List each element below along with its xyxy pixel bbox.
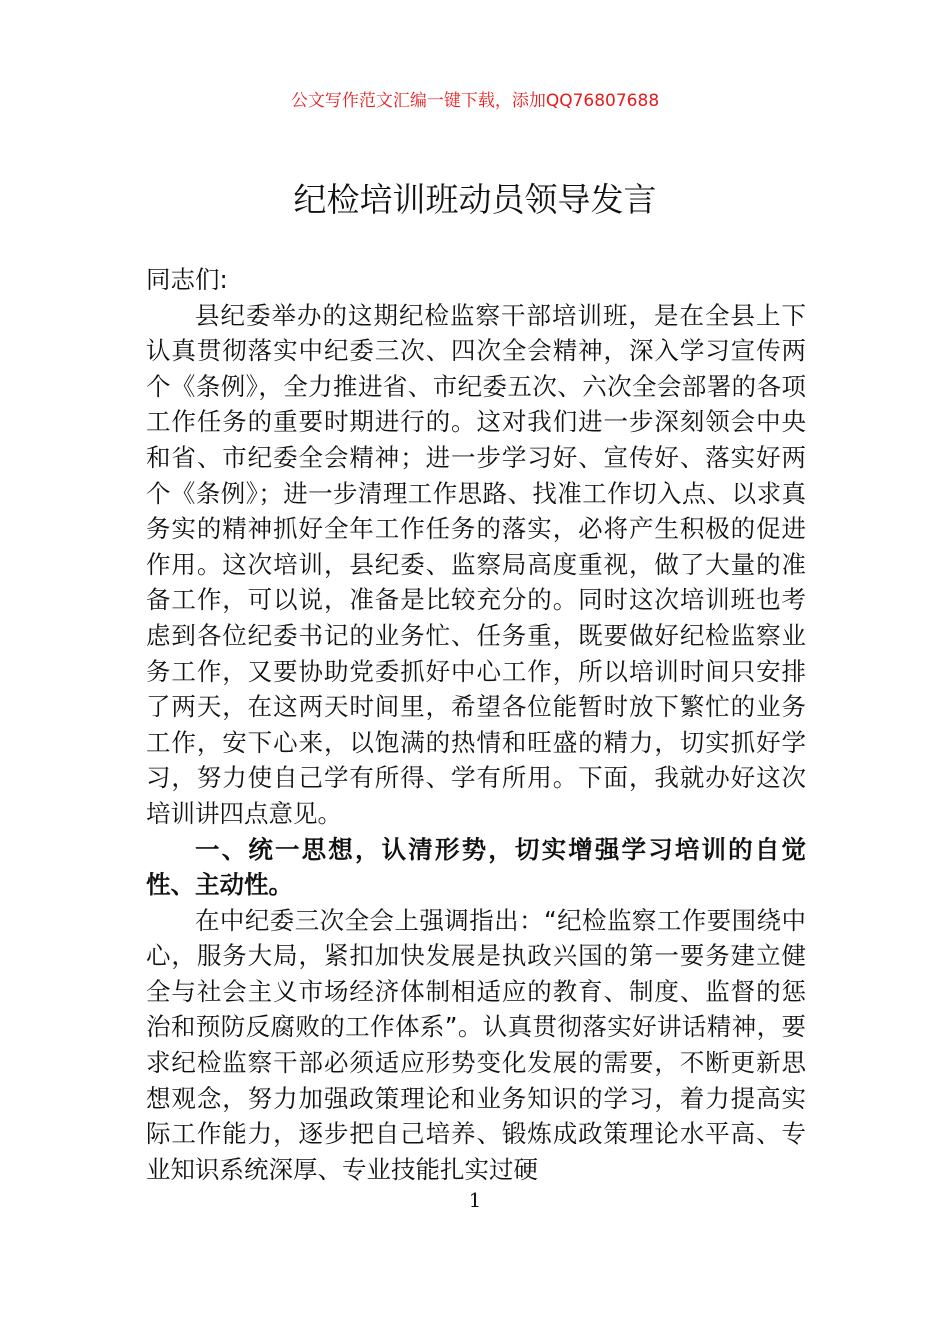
promo-banner: 公文写作范文汇编一键下载，添加QQ76807688 xyxy=(290,91,660,111)
document-title: 纪检培训班动员领导发言 xyxy=(293,180,657,219)
section-heading-1: 一、统一思想，认清形势，切实增强学习培训的自觉性、主动性。 xyxy=(146,834,806,900)
paragraph-intro: 县纪委举办的这期纪检监察干部培训班，是在全县上下认真贯彻落实中纪委三次、四次全会精神，深入学习宣传两个《条例》，全力推进省、市纪委五次、六次全会部署的各项工作任务的重要时期进行的。这对我们进一步深刻领会中央和省、市纪委全会精神；进一步学习好、宣传好、落实好两个《条例》；进一步清理工作思路、找准工作切入点、以求真务实的精神抓好全年工作任务的落实，必将产生积极的促进作用。这次培训，县纪委、监察局高度重视，做了大量的准备工作，可以说，准备是比较充分的。同时这次培训班也考虑到各位纪委书记的业务忙、任务重，既要做好纪检监察业务工作，又要协助党委抓好中心工作，所以培训时间只安排了两天，在这两天时间里，希望各位能暂时放下繁忙的业务工作，安下心来，以饱满的热情和旺盛的精力，切实抓好学习，努力使自己学有所得、学有所用。下面，我就办好这次培训讲四点意见。 xyxy=(146,300,806,828)
document-body xyxy=(146,262,806,1187)
paragraph-section-1: 在中纪委三次全会上强调指出：“纪检监察工作要围绕中心，服务大局，紧扣加快发展是执政兴国的第一要务建立健全与社会主义市场经济体制相适应的教育、制度、监督的惩治和预防反腐败的工作体系”。认真贯彻落实好讲话精神，要求纪检监察干部必须适应形势变化发展的需要，不断更新思想观念，努力加强政策理论和业务知识的学习，着力提高实际工作能力，逐步把自己培养、锻炼成政策理论水平高、专业知识系统深厚、专业技能扎实过硬 xyxy=(146,905,806,1184)
salutation: 同志们: xyxy=(146,265,228,294)
page-number: 1 xyxy=(468,1188,482,1212)
